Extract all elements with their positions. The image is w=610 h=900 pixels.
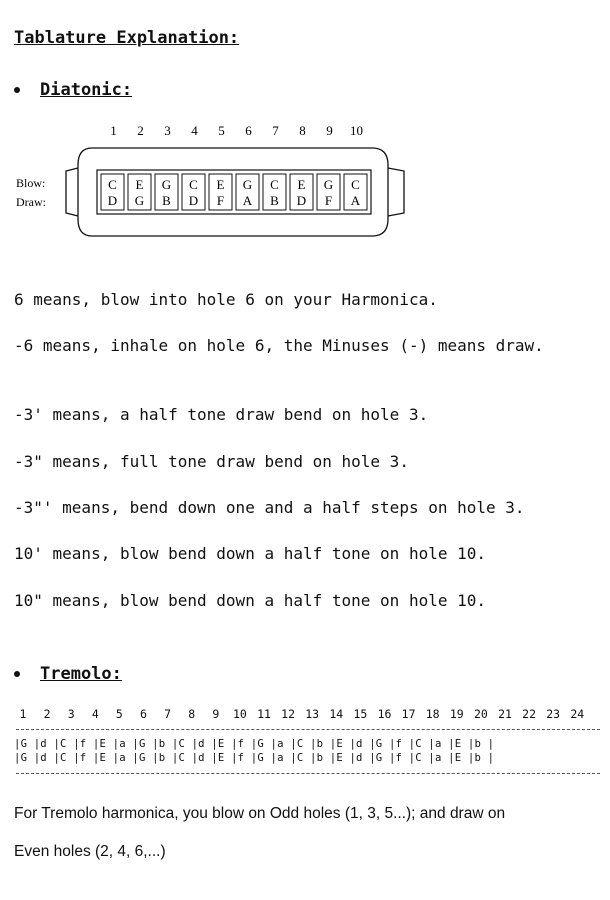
hole-number: 4 bbox=[191, 123, 198, 138]
blow-note: G bbox=[161, 177, 172, 192]
blow-label: Blow: bbox=[16, 176, 46, 190]
diatonic-section-header bbox=[14, 80, 132, 100]
hole-number: 10 bbox=[350, 123, 363, 138]
tremolo-hole-number: 18 bbox=[425, 707, 440, 721]
tremolo-hole-number: 4 bbox=[91, 707, 99, 721]
explanation-line: 6 means, blow into hole 6 on your Harmonica. bbox=[14, 290, 438, 309]
draw-note: F bbox=[216, 193, 225, 208]
harmonica-left-cap bbox=[66, 168, 78, 216]
bullet-icon bbox=[14, 671, 20, 677]
tremolo-row-blow: |G |d |C |f |E |a |G |b |C |d |E |f |G |a |C |b |E |d |G |f |C |a |E |b | bbox=[14, 738, 495, 750]
tremolo-hole-number: 6 bbox=[140, 707, 147, 721]
page-title: Tablature Explanation: bbox=[14, 28, 240, 48]
blow-note: C bbox=[351, 177, 360, 192]
tremolo-hole-number: 17 bbox=[401, 707, 416, 721]
tremolo-heading: Tremolo: bbox=[40, 664, 122, 684]
tremolo-hole-numbers bbox=[18, 707, 603, 721]
tremolo-hole-number: 5 bbox=[115, 707, 123, 721]
explanation-line: -3"' means, bend down one and a half steps on hole 3. bbox=[14, 498, 525, 517]
tremolo-hole-number: 13 bbox=[305, 707, 320, 721]
hole-number: 9 bbox=[326, 123, 333, 138]
draw-label: Draw: bbox=[16, 195, 46, 209]
tremolo-hole-number: 3 bbox=[67, 707, 75, 721]
draw-note: A bbox=[350, 193, 361, 208]
blow-note: C bbox=[189, 177, 198, 192]
tremolo-hole-number: 23 bbox=[546, 707, 561, 721]
tremolo-row-draw: |G |d |C |f |E |a |G |b |C |d |E |f |G |a |C |b |E |d |G |f |C |a |E |b | bbox=[14, 752, 495, 764]
tremolo-hole-number: 22 bbox=[522, 707, 537, 721]
explanation-line: -3' means, a half tone draw bend on hole 3. bbox=[14, 405, 429, 424]
tremolo-hole-number: 15 bbox=[353, 707, 368, 721]
draw-note: A bbox=[242, 193, 253, 208]
hole-number: 5 bbox=[218, 123, 225, 138]
diatonic-heading: Diatonic: bbox=[40, 80, 133, 100]
hole-number: 3 bbox=[164, 123, 171, 138]
draw-note: D bbox=[188, 193, 199, 208]
tremolo-section-header bbox=[14, 664, 122, 684]
tremolo-hole-number: 20 bbox=[473, 707, 488, 721]
explanation-line: -3" means, full tone draw bend on hole 3. bbox=[14, 452, 409, 471]
harmonica-right-cap bbox=[388, 168, 404, 216]
draw-note: D bbox=[107, 193, 118, 208]
blow-note: C bbox=[108, 177, 117, 192]
draw-note: B bbox=[162, 193, 171, 208]
draw-note: G bbox=[134, 193, 145, 208]
hole-number: 1 bbox=[110, 123, 117, 138]
tremolo-hole-number: 1 bbox=[19, 707, 27, 721]
tremolo-hole-number: 2 bbox=[43, 707, 51, 721]
tremolo-hole-number: 19 bbox=[449, 707, 464, 721]
tremolo-note-line-1: For Tremolo harmonica, you blow on Odd holes (1, 3, 5...); and draw on bbox=[14, 805, 506, 822]
hole-number: 6 bbox=[245, 123, 252, 138]
bullet-icon bbox=[14, 87, 20, 93]
draw-note: F bbox=[324, 193, 333, 208]
tremolo-hole-number: 7 bbox=[164, 707, 172, 721]
hole-number: 7 bbox=[272, 123, 279, 138]
tremolo-note-line-2: Even holes (2, 4, 6,...) bbox=[14, 843, 166, 860]
hole-number: 2 bbox=[137, 123, 144, 138]
blow-note: E bbox=[216, 177, 225, 192]
diatonic-harmonica-diagram bbox=[0, 115, 420, 245]
tremolo-bottom-divider bbox=[16, 773, 600, 774]
tremolo-hole-number: 24 bbox=[570, 707, 585, 721]
draw-note: B bbox=[270, 193, 279, 208]
explanation-line: 10' means, blow bend down a half tone on hole 10. bbox=[14, 544, 487, 563]
tremolo-hole-number: 21 bbox=[498, 707, 512, 721]
tremolo-top-divider bbox=[16, 729, 600, 730]
blow-note: G bbox=[242, 177, 253, 192]
hole-number: 8 bbox=[299, 123, 306, 138]
tremolo-hole-number: 11 bbox=[257, 707, 271, 721]
tremolo-hole-number: 16 bbox=[377, 707, 392, 721]
blow-note: G bbox=[323, 177, 334, 192]
draw-note: D bbox=[296, 193, 307, 208]
tremolo-hole-number: 8 bbox=[188, 707, 196, 721]
tremolo-hole-number: 12 bbox=[281, 707, 296, 721]
blow-note: E bbox=[135, 177, 144, 192]
blow-note: E bbox=[297, 177, 306, 192]
tremolo-hole-number: 9 bbox=[212, 707, 220, 721]
explanation-line: 10" means, blow bend down a half tone on hole 10. bbox=[14, 591, 487, 610]
tremolo-hole-number: 14 bbox=[329, 707, 344, 721]
explanation-line: -6 means, inhale on hole 6, the Minuses (-) means draw. bbox=[14, 336, 544, 355]
tremolo-hole-number: 10 bbox=[232, 707, 247, 721]
blow-note: C bbox=[270, 177, 279, 192]
